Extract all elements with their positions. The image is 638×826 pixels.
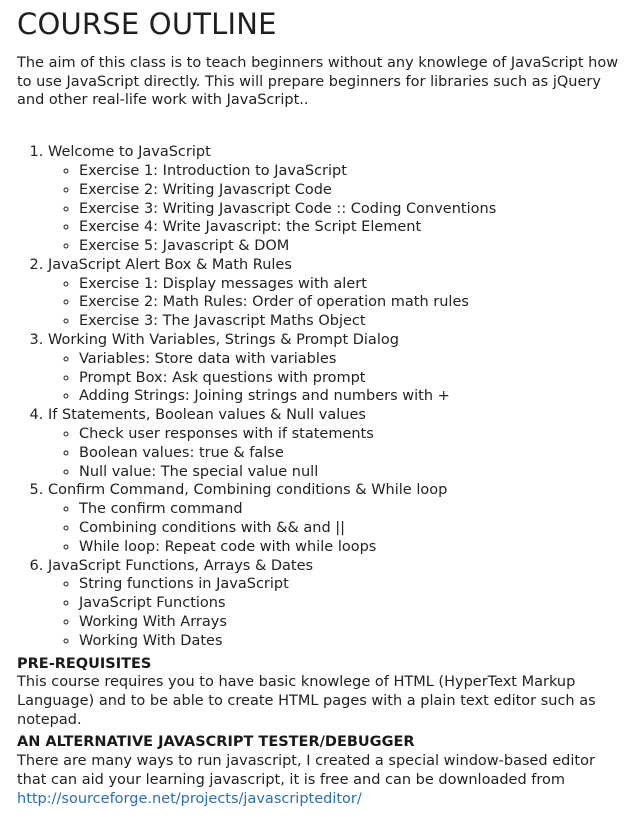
- list-item: ◦ String functions in JavaScript: [79, 575, 628, 594]
- outline-section-label: Confirm Command, Combining conditions & While loop: [48, 482, 448, 499]
- outline-section-label: JavaScript Functions, Arrays & Dates: [48, 557, 314, 574]
- alternative-paragraph: [17, 752, 628, 808]
- outline-subitems: [48, 425, 628, 481]
- list-item: ◦ The confirm command: [79, 500, 628, 519]
- outline-section-label: If Statements, Boolean values & Null values: [48, 407, 366, 424]
- list-item: ◦ Working With Dates: [79, 632, 628, 651]
- page-title: COURSE OUTLINE: [17, 7, 277, 41]
- outline-section: [48, 331, 628, 406]
- alternative-heading: AN ALTERNATIVE JAVASCRIPT TESTER/DEBUGGER: [17, 734, 415, 751]
- outline-subitems: [48, 575, 628, 650]
- list-item: ◦ Check user responses with if statements: [79, 425, 628, 444]
- outline-section-label: Working With Variables, Strings & Prompt Dialog: [48, 332, 399, 349]
- prereq-paragraph: This course requires you to have basic knowlege of HTML (HyperText Markup Language) and to be able to create HTML pages with a plain text editor such as notepad.: [17, 674, 596, 728]
- download-link[interactable]: http://sourceforge.net/projects/javascripteditor/: [17, 790, 362, 807]
- outline-subitems: [48, 500, 628, 556]
- list-item: ◦ Exercise 5: Javascript & DOM: [79, 237, 628, 256]
- list-item: ◦ Exercise 1: Display messages with alert: [79, 275, 628, 294]
- list-item: ◦ JavaScript Functions: [79, 594, 628, 613]
- list-item: ◦ Adding Strings: Joining strings and numbers with +: [79, 387, 628, 406]
- list-item: ◦ Prompt Box: Ask questions with prompt: [79, 369, 628, 388]
- course-outline-list: [17, 143, 628, 651]
- list-item: ◦ Variables: Store data with variables: [79, 350, 628, 369]
- list-item: ◦ Exercise 2: Math Rules: Order of operation math rules: [79, 293, 628, 312]
- outline-subitems: [48, 162, 628, 256]
- outline-section: [48, 256, 628, 331]
- list-item: ◦ Exercise 1: Introduction to JavaScript: [79, 162, 628, 181]
- outline-section-label: Welcome to JavaScript: [48, 144, 211, 161]
- list-item: ◦ Exercise 2: Writing Javascript Code: [79, 181, 628, 200]
- outline-section: [48, 481, 628, 556]
- outline-section: [48, 557, 628, 651]
- list-item: ◦ Boolean values: true & false: [79, 444, 628, 463]
- list-item: ◦ Combining conditions with && and ||: [79, 519, 628, 538]
- outline-section-label: JavaScript Alert Box & Math Rules: [48, 256, 292, 273]
- list-item: ◦ Null value: The special value null: [79, 463, 628, 482]
- alternative-body-text: There are many ways to run javascript, I created a special window-based editor that can aid your learning javascript, it is free and can be downloaded from: [17, 753, 595, 788]
- outline-section: [48, 143, 628, 256]
- list-item: ◦ Exercise 3: Writing Javascript Code :: Coding Conventions: [79, 200, 628, 219]
- list-item: ◦ Working With Arrays: [79, 613, 628, 632]
- list-item: ◦ Exercise 3: The Javascript Maths Object: [79, 312, 628, 331]
- outline-section: [48, 406, 628, 481]
- intro-paragraph: The aim of this class is to teach beginners without any knowlege of JavaScript how to use JavaScript directly. This will prepare beginners for libraries such as jQuery and other real-life work with JavaScript..: [17, 55, 619, 109]
- prereq-heading: PRE-REQUISITES: [17, 655, 152, 672]
- list-item: ◦ While loop: Repeat code with while loops: [79, 538, 628, 557]
- outline-subitems: [48, 350, 628, 406]
- outline-subitems: [48, 275, 628, 331]
- list-item: ◦ Exercise 4: Write Javascript: the Script Element: [79, 218, 628, 237]
